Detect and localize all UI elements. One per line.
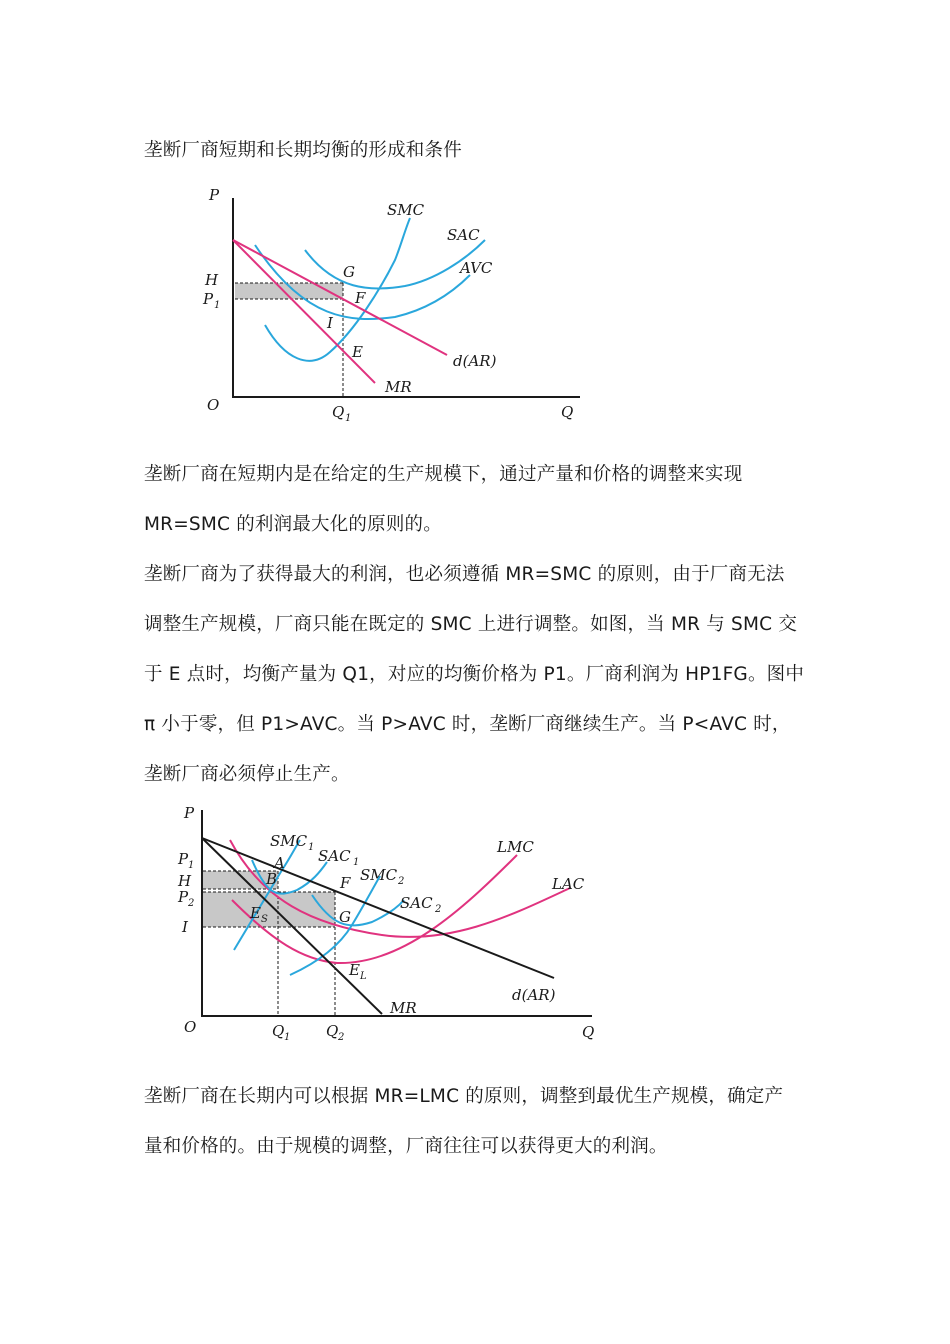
point-es-sub: S: [261, 914, 268, 925]
long-run-equilibrium-diagram: [172, 800, 612, 1050]
short-run-equilibrium-diagram: [195, 180, 595, 430]
avc-curve: [255, 245, 470, 319]
price-label-p1-sub: 1: [188, 860, 195, 871]
smc2-label: SMC: [360, 866, 398, 884]
sac1-label-sub: 1: [353, 857, 360, 868]
sac-label: SAC: [447, 226, 480, 244]
profit-shaded-area-2: [203, 892, 335, 927]
paragraph-line: 于 E 点时，均衡产量为 Q1，对应的均衡价格为 P1。厂商利润为 HP1FG。图中: [144, 664, 805, 685]
price-label-p1: P: [178, 850, 189, 868]
quantity-label-q1-sub: 1: [284, 1032, 291, 1043]
paragraph-short-run-detail: [144, 550, 814, 800]
demand-label: d(AR): [512, 986, 556, 1004]
point-e-label: E: [352, 343, 363, 361]
price-label-i: I: [182, 918, 188, 936]
point-f-label: F: [340, 874, 351, 892]
price-label-h: H: [205, 271, 219, 289]
paragraph-line: 量和价格的。由于规模的调整，厂商往往可以获得更大的利润。: [144, 1136, 668, 1157]
quantity-label-q1: Q: [272, 1022, 285, 1040]
price-label-h: H: [178, 872, 192, 890]
demand-label: d(AR): [453, 352, 497, 370]
mr-label: MR: [385, 378, 412, 396]
quantity-label-q1: Q: [332, 403, 345, 421]
paragraph-line: 垄断厂商在短期内是在给定的生产规模下，通过产量和价格的调整来实现: [144, 464, 743, 485]
paragraph-line: 垄断厂商必须停止生产。: [144, 764, 350, 785]
paragraph-line: 调整生产规模，厂商只能在既定的 SMC 上进行调整。如图，当 MR 与 SMC 交: [144, 614, 798, 635]
sac2-label-sub: 2: [435, 904, 442, 915]
axis-label-q: Q: [582, 1023, 595, 1041]
smc-label: SMC: [387, 201, 425, 219]
quantity-label-q2-sub: 2: [338, 1032, 345, 1043]
point-a-label: A: [274, 854, 285, 872]
section-heading: 垄断厂商短期和长期均衡的形成和条件: [144, 140, 462, 161]
mr-label: MR: [390, 999, 417, 1017]
price-label-p2: P: [178, 888, 189, 906]
point-el-label: E: [349, 961, 360, 979]
paragraph-short-run-intro: [144, 450, 814, 550]
lmc-label: LMC: [497, 838, 534, 856]
lac-label: LAC: [552, 875, 585, 893]
smc1-label-sub: 1: [308, 842, 315, 853]
axis-label-q: Q: [561, 403, 574, 421]
avc-label: AVC: [460, 259, 493, 277]
point-es-label: E: [250, 904, 261, 922]
axis-label-p: P: [184, 804, 195, 822]
point-f-label: F: [355, 289, 366, 307]
origin-label: O: [207, 396, 220, 414]
smc2-label-sub: 2: [398, 876, 405, 887]
sac-curve: [305, 240, 485, 289]
price-label-p2-sub: 2: [188, 898, 195, 909]
price-label-p1: P: [203, 290, 214, 308]
point-el-sub: L: [360, 971, 367, 982]
origin-label: O: [184, 1018, 197, 1036]
axis-label-p: P: [209, 186, 220, 204]
point-g-label: G: [343, 263, 355, 281]
paragraph-line: 垄断厂商在长期内可以根据 MR=LMC 的原则，调整到最优生产规模，确定产: [144, 1086, 784, 1107]
quantity-label-q1-sub: 1: [345, 413, 352, 424]
paragraph-line: 垄断厂商为了获得最大的利润，也必须遵循 MR=SMC 的原则，由于厂商无法: [144, 564, 785, 585]
paragraph-line: π 小于零，但 P1>AVC。当 P>AVC 时，垄断厂商继续生产。当 P<AVC 时，: [144, 714, 791, 735]
paragraph-line: MR=SMC 的利润最大化的原则的。: [144, 514, 442, 535]
sac1-label: SAC: [318, 847, 351, 865]
point-g-label: G: [339, 908, 351, 926]
quantity-label-q2: Q: [326, 1022, 339, 1040]
sac2-label: SAC: [400, 894, 433, 912]
point-i-label: I: [327, 314, 333, 332]
mr-curve: [233, 240, 375, 383]
price-label-p1-sub: 1: [214, 300, 221, 311]
paragraph-long-run: [144, 1072, 814, 1172]
point-b-label: B: [266, 870, 278, 888]
smc1-label: SMC: [270, 832, 308, 850]
